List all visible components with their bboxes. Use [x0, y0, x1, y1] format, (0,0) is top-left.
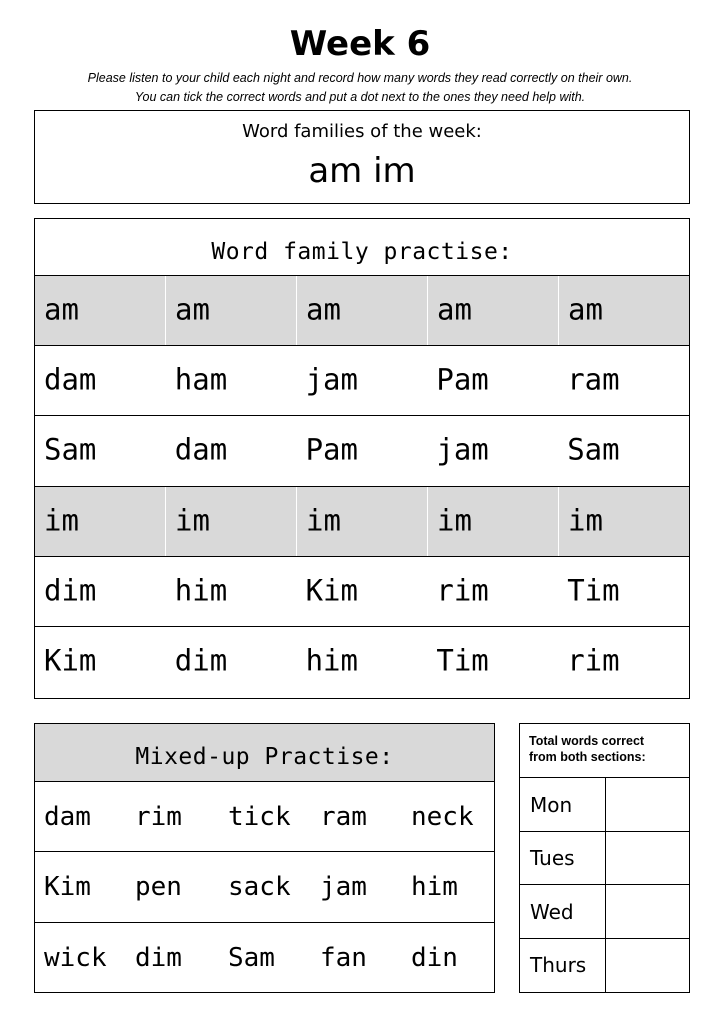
practise-cell — [166, 416, 297, 486]
word-families-label: Word families of the week: — [242, 121, 482, 142]
practise-word: Kim — [44, 643, 97, 678]
practise-cell — [427, 276, 558, 346]
day-label: Mon — [530, 792, 573, 817]
day-label: Tues — [530, 846, 575, 871]
mixed-word: dim — [135, 942, 182, 973]
mixed-word: neck — [411, 802, 474, 833]
mixed-up-practise-table — [34, 723, 495, 993]
practise-cell — [35, 416, 166, 486]
practise-word: Pam — [436, 362, 489, 397]
practise-row — [35, 345, 689, 416]
mixed-heading: Mixed-up Practise: — [135, 744, 394, 770]
practise-cell — [427, 627, 558, 697]
practise-cell — [297, 416, 428, 486]
mixed-row — [35, 851, 494, 922]
practise-word: am — [306, 292, 341, 327]
practise-word: jam — [305, 362, 358, 397]
mixed-word: ram — [320, 802, 367, 833]
practise-cell — [296, 276, 427, 346]
practise-cell — [558, 557, 689, 627]
day-label: Wed — [530, 899, 574, 924]
practise-word: rim — [436, 573, 489, 608]
practise-word: im — [175, 502, 210, 537]
practise-word: im — [437, 502, 472, 537]
mixed-word: din — [411, 942, 458, 973]
mixed-word: Sam — [228, 942, 275, 973]
practise-word: dam — [44, 362, 97, 397]
day-row — [520, 777, 689, 832]
mixed-word: fan — [320, 942, 367, 973]
practise-cell — [297, 627, 428, 697]
mixed-word: pen — [135, 872, 182, 903]
page-title: Week 6 — [289, 24, 431, 64]
instruction-line-2: You can tick the correct words and put a dot next to the ones they need help with. — [134, 90, 586, 104]
mixed-row — [35, 922, 494, 993]
day-row — [520, 884, 689, 939]
practise-cell — [427, 416, 558, 486]
word-family-practise-table — [34, 218, 690, 699]
day-score-cell[interactable] — [605, 832, 606, 886]
totals-heading-line-1: Total words correct — [529, 734, 645, 748]
practise-word: im — [44, 502, 79, 537]
practise-word: Sam — [567, 432, 620, 467]
practise-word: Tim — [436, 643, 489, 678]
mixed-word: jam — [320, 872, 367, 903]
day-score-cell[interactable] — [605, 778, 606, 832]
practise-word: dim — [44, 573, 97, 608]
practise-word: rim — [567, 643, 620, 678]
mixed-word: rim — [135, 802, 182, 833]
practise-word: ram — [567, 362, 620, 397]
mixed-row — [35, 781, 494, 852]
mixed-word: tick — [228, 802, 291, 833]
totals-table — [519, 723, 690, 993]
practise-row — [35, 415, 689, 486]
practise-word: Kim — [305, 573, 358, 608]
practise-word: him — [305, 643, 358, 678]
day-row — [520, 938, 689, 993]
practise-word: dam — [174, 432, 228, 467]
practise-word: am — [175, 292, 210, 327]
practise-cell — [166, 346, 297, 416]
day-label: Thurs — [530, 953, 587, 978]
mixed-word: sack — [228, 872, 291, 903]
mixed-word: wick — [44, 942, 107, 973]
practise-cell — [296, 487, 427, 557]
totals-heading-line-2: from both sections: — [529, 750, 646, 765]
practise-cell — [427, 487, 558, 557]
practise-heading: Word family practise: — [211, 239, 513, 265]
practise-cell — [427, 557, 558, 627]
practise-row — [35, 556, 689, 627]
practise-row — [35, 626, 689, 697]
practise-cell — [35, 557, 166, 627]
practise-word: am — [44, 292, 79, 327]
mixed-word: Kim — [44, 872, 91, 903]
practise-word: dim — [174, 643, 228, 678]
practise-cell — [165, 487, 296, 557]
practise-cell — [165, 276, 296, 346]
practise-cell — [35, 487, 165, 557]
instruction-line-1: Please listen to your child each night and record how many words they read correctly on their own. — [87, 71, 633, 85]
word-families-box — [34, 110, 690, 204]
practise-cell — [427, 346, 558, 416]
practise-word: him — [174, 573, 228, 608]
practise-word: im — [568, 502, 603, 537]
practise-row — [35, 486, 689, 557]
word-families-words: am im — [308, 151, 416, 191]
practise-cell — [558, 487, 689, 557]
practise-word: am — [437, 292, 472, 327]
practise-cell — [297, 557, 428, 627]
practise-cell — [35, 346, 166, 416]
mixed-word: him — [411, 872, 458, 903]
mixed-word: dam — [44, 802, 91, 833]
practise-cell — [558, 346, 689, 416]
practise-word: Pam — [305, 432, 358, 467]
practise-cell — [166, 627, 297, 697]
day-score-cell[interactable] — [605, 939, 606, 993]
practise-word: jam — [436, 432, 489, 467]
totals-heading — [529, 733, 646, 766]
practise-cell — [558, 416, 689, 486]
practise-word: ham — [174, 362, 228, 397]
practise-word: im — [306, 502, 341, 537]
practise-row — [35, 275, 689, 346]
practise-word: Tim — [567, 573, 620, 608]
practise-cell — [35, 276, 165, 346]
practise-cell — [35, 627, 166, 697]
practise-cell — [558, 276, 689, 346]
practise-word: am — [568, 292, 603, 327]
practise-cell — [166, 557, 297, 627]
day-score-cell[interactable] — [605, 885, 606, 939]
practise-cell — [558, 627, 689, 697]
practise-cell — [297, 346, 428, 416]
practise-word: Sam — [44, 432, 97, 467]
day-row — [520, 831, 689, 886]
